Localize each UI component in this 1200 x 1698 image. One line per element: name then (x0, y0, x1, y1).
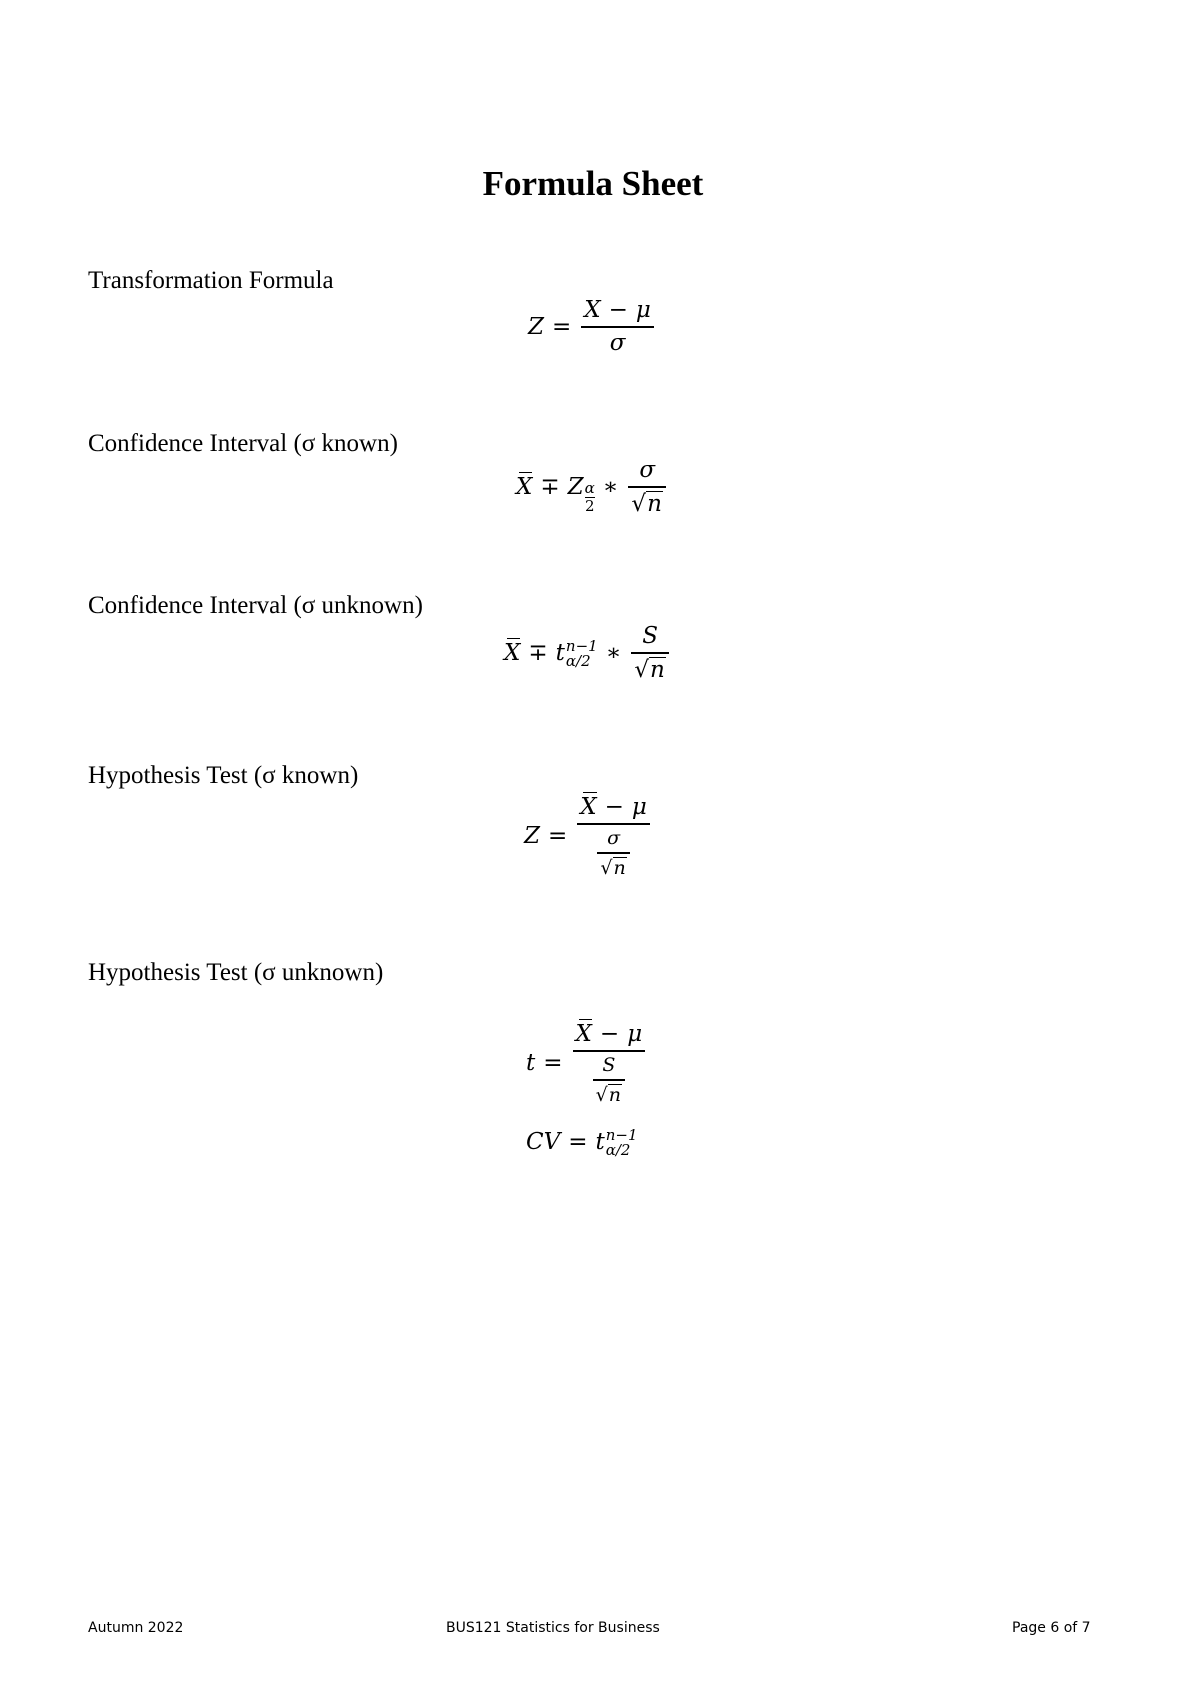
square-root (600, 857, 626, 879)
equals-sign: = (568, 1129, 588, 1156)
inner-denominator (593, 1084, 625, 1106)
radical-sign: √ (631, 491, 647, 518)
numerator (577, 795, 650, 820)
var-n: n (647, 491, 662, 518)
fraction-bar (573, 1050, 646, 1052)
denominator (607, 331, 629, 356)
numerator (636, 458, 658, 483)
var-xbar: X (516, 474, 533, 501)
times-sign: ∗ (605, 640, 622, 667)
equals-sign: = (551, 313, 572, 340)
radical-sign: √ (600, 857, 613, 880)
fraction (575, 795, 652, 879)
var-z: Z (528, 313, 544, 340)
formula-critical-value (526, 1128, 638, 1158)
minus-sign: − (599, 1021, 620, 1047)
formula-ht-sigma-unknown (526, 1022, 647, 1106)
square-root (631, 491, 662, 517)
inner-denominator (597, 857, 629, 879)
fraction (626, 458, 667, 518)
heading-ht-sigma-unknown: Hypothesis Test (σ unknown) (88, 959, 384, 986)
heading-transformation-formula: Transformation Formula (88, 267, 334, 294)
fraction-bar (581, 326, 654, 328)
numerator (581, 298, 654, 323)
var-t: t (555, 640, 565, 667)
formula-ci-sigma-known (516, 458, 668, 518)
var-x: X (584, 297, 601, 323)
var-n: n (649, 657, 665, 684)
numerator (573, 1022, 646, 1047)
fraction (629, 624, 670, 684)
formula-ht-sigma-known (524, 795, 652, 879)
formula-ci-sigma-unknown (504, 624, 671, 684)
inner-fraction (595, 828, 631, 879)
footer-course: BUS121 Statistics for Business (446, 1620, 660, 1636)
radical-sign: √ (595, 1084, 608, 1107)
var-t: t (595, 1129, 605, 1156)
alpha-over-2: α/2 (565, 651, 591, 670)
alpha-over-2-subscript (585, 481, 595, 514)
degrees-of-freedom: n−1 (565, 636, 598, 655)
var-sigma: σ (639, 457, 656, 483)
square-root (596, 1084, 622, 1106)
var-mu: μ (627, 1021, 643, 1047)
var-xbar: X (580, 794, 597, 820)
formula-transformation (528, 298, 656, 357)
var-s: S (642, 623, 658, 649)
inner-numerator (599, 1055, 618, 1076)
var-cv: CV (526, 1129, 561, 1156)
inner-fraction (591, 1055, 627, 1106)
times-sign: ∗ (602, 474, 619, 501)
fraction-bar (628, 486, 665, 488)
minus-plus-sign: ∓ (528, 640, 548, 667)
var-sigma: σ (607, 827, 621, 850)
var-n: n (613, 857, 626, 880)
t-scripts (606, 1128, 638, 1158)
equals-sign: = (543, 1050, 563, 1077)
var-s: S (602, 1054, 616, 1077)
alpha-over-2: α/2 (605, 1141, 631, 1159)
var-xbar: X (575, 1021, 592, 1047)
fraction (579, 298, 656, 357)
radical-sign: √ (634, 657, 649, 684)
fraction-bar (631, 652, 668, 654)
inner-fraction-bar (593, 1079, 625, 1081)
var-mu: μ (631, 794, 647, 820)
square-root (634, 657, 665, 683)
digit-two: 2 (584, 497, 595, 516)
t-scripts (565, 636, 598, 670)
denominator (631, 657, 668, 683)
heading-ci-sigma-unknown: Confidence Interval (σ unknown) (88, 592, 423, 619)
fraction-bar (577, 823, 650, 825)
var-alpha: α (584, 479, 595, 498)
minus-plus-sign: ∓ (540, 474, 560, 501)
footer-term: Autumn 2022 (88, 1620, 184, 1636)
var-z: Z (567, 474, 584, 501)
minus-sign: − (604, 794, 624, 820)
page-title: Formula Sheet (482, 164, 704, 203)
numerator (639, 624, 661, 649)
fraction (571, 1022, 648, 1106)
denominator (628, 491, 665, 517)
denominator (588, 1055, 630, 1106)
var-mu: μ (635, 297, 651, 323)
inner-fraction-bar (597, 852, 629, 854)
footer-page-number: Page 6 of 7 (1012, 1620, 1091, 1636)
var-sigma: σ (609, 330, 626, 357)
var-n: n (608, 1084, 622, 1107)
minus-sign: − (608, 297, 628, 323)
var-t: t (526, 1050, 536, 1077)
heading-ci-sigma-known: Confidence Interval (σ known) (88, 430, 398, 457)
inner-numerator (604, 828, 623, 849)
denominator (592, 828, 634, 879)
var-xbar: X (504, 640, 521, 667)
degrees-of-freedom: n−1 (605, 1126, 638, 1144)
equals-sign: = (547, 823, 568, 850)
var-z: Z (524, 823, 540, 850)
heading-ht-sigma-known: Hypothesis Test (σ known) (88, 762, 359, 789)
